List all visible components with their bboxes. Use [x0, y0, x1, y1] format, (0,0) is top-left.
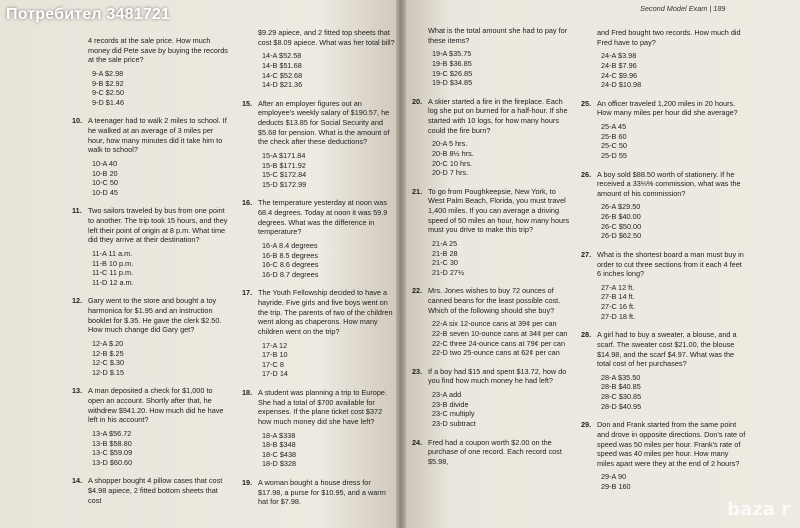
- answer-option: 10-B 20: [92, 168, 118, 178]
- answer-options: [601, 51, 747, 90]
- answer-option: 14-A $52.58: [262, 51, 302, 61]
- answer-option: 28-D $40.95: [601, 401, 642, 411]
- answer-option: 18-C $438: [262, 449, 297, 459]
- answer-option: 14-C $52.68: [262, 70, 303, 80]
- answer-options: [262, 241, 396, 280]
- question-text: Don and Frank started from the same point and drove in opposite directions. Don's rate of speed was 50 miles per hour. Frank's rate of speed was 40 miles per hour. How many miles apart were they at the end of 2 hours?: [597, 420, 746, 468]
- question-text: A man deposited a check for $1,000 to open an account. Shortly after that, he withdrew $941.20. How much did he have left in his account?: [88, 386, 224, 425]
- answer-option: 21-B 28: [432, 248, 458, 258]
- question-number: 20.: [412, 96, 423, 106]
- answer-option: 11-C 11 p.m.: [92, 268, 134, 278]
- question: [581, 330, 747, 411]
- answer-option: 27-A 12 ft.: [601, 282, 635, 292]
- answer-option: 29-B 160: [601, 482, 631, 491]
- answer-option: 26-A $29.50: [601, 202, 641, 212]
- question-number: 27.: [581, 249, 592, 259]
- answer-option: 18-B $348: [262, 440, 296, 450]
- answer-options: [432, 139, 570, 178]
- continued-question: [597, 28, 747, 90]
- answer-options: [432, 319, 570, 358]
- answer-option: 20-B 8½ hrs.: [432, 148, 474, 158]
- question-number: 18.: [242, 388, 253, 397]
- answer-options: [92, 339, 230, 378]
- page-header: Second Model Exam | 189: [640, 4, 726, 13]
- answer-options: [601, 283, 747, 322]
- answer-option: 18-D $328: [262, 459, 297, 469]
- answer-option: 9-C $2.50: [92, 88, 125, 98]
- answer-option: 15-B $171.92: [262, 160, 306, 170]
- question-text: A student was planning a trip to Europe. She had a total of $700 available for expenses. If the plane ticket cost $372 how much money did she have left?: [258, 388, 387, 426]
- continued-question: [88, 36, 230, 107]
- question-text: Fred had a coupon worth $2.00 on the purchase of one record. Each record cost $5.98,: [428, 437, 562, 466]
- answer-option: 15-C $172.84: [262, 170, 307, 180]
- question-number: 26.: [581, 169, 592, 179]
- answer-option: 22-C three 24-ounce cans at 79¢ per can: [432, 338, 566, 348]
- answer-option: 14-D $21.36: [262, 80, 303, 90]
- question-text: The temperature yesterday at noon was 68.4 degrees. Today at noon it was 59.9 degrees. What was the difference in temperature?: [258, 198, 388, 237]
- answer-option: 24-B $7.96: [601, 60, 637, 70]
- answer-options: [262, 51, 396, 90]
- answer-option: 11-A 11 a.m.: [92, 248, 133, 258]
- answer-option: 9-B $2.92: [92, 78, 124, 88]
- question-number: 25.: [581, 98, 592, 108]
- answer-option: 20-D 7 hrs.: [432, 168, 469, 178]
- answer-option: 21-D 27½: [432, 267, 465, 277]
- question-text: and Fred bought two records. How much did Fred have to pay?: [597, 28, 741, 47]
- answer-option: 15-A $171.84: [262, 150, 306, 160]
- answer-option: 12-A $.20: [92, 338, 124, 348]
- question: [72, 476, 230, 505]
- answer-option: 27-C 16 ft.: [601, 302, 636, 311]
- answer-option: 25-C 50: [601, 141, 627, 151]
- answer-options: [262, 341, 396, 380]
- question: [412, 286, 570, 358]
- book-spine: [396, 0, 406, 528]
- answer-options: [92, 69, 230, 108]
- answer-option: 28-B $40.85: [601, 382, 641, 392]
- question-number: 11.: [72, 206, 82, 216]
- column-1: [72, 36, 230, 514]
- answer-option: 22-A six 12-ounce cans at 39¢ per can: [432, 319, 557, 329]
- user-watermark: Потребител 3481721: [6, 6, 171, 23]
- answer-options: [92, 249, 230, 288]
- answer-option: 12-D $.15: [92, 367, 125, 377]
- question-text: 4 records at the sale price. How much money did Pete save by buying the records at the sale price?: [88, 36, 228, 65]
- answer-option: 16-C 8.6 degrees: [262, 260, 319, 270]
- answer-options: [92, 159, 230, 198]
- question: [242, 98, 396, 190]
- question-number: 15.: [242, 98, 253, 108]
- question-text: A woman bought a house dress for $17.98, a purse for $10.95, and a warm hat for $7.98.: [258, 478, 386, 507]
- answer-option: 17-B 10: [262, 350, 288, 360]
- answer-options: [601, 472, 747, 491]
- question-text: A shopper bought 4 pillow cases that cost $4.98 apiece, 2 fitted bottom sheets that cost: [88, 476, 223, 505]
- question: [412, 96, 570, 178]
- question-text: A girl had to buy a sweater, a blouse, and a scarf. The sweater cost $21.00, the blouse $14.98, and the scarf $4.97. What was the total cost of her purchases?: [597, 330, 737, 369]
- question-text: A skier started a fire in the fireplace. Each log she put on burned for a half-hour. If she started with 10 logs, for how many hours could the fire burn?: [428, 96, 568, 135]
- question-text: Two sailors traveled by bus from one point to another. The trip took 15 hours, and they left their point of origin at 8 p.m. What time did they arrive at their destination?: [88, 206, 228, 245]
- question: [581, 420, 747, 491]
- question-number: 19.: [242, 478, 253, 487]
- answer-options: [601, 373, 747, 412]
- question-text: If a boy had $15 and spent $13.72, how do you find how much money he had left?: [428, 366, 567, 386]
- question-number: 22.: [412, 286, 423, 296]
- answer-options: [92, 429, 230, 468]
- question-text: To go from Poughkeepsie, New York, to West Palm Beach, Florida, you must travel 1,400 miles. If you can average a driving speed of 50 miles an hour, how many hours must you drive to make this trip?: [428, 186, 570, 235]
- answer-option: 23-D subtract: [432, 418, 476, 428]
- answer-option: 20-C 10 hrs.: [432, 158, 473, 168]
- answer-option: 12-B $.25: [92, 348, 124, 358]
- question-number: 23.: [412, 366, 423, 376]
- question-number: 12.: [72, 296, 83, 306]
- question: [412, 437, 570, 467]
- answer-option: 23-B divide: [432, 399, 469, 409]
- question-text: After an employer figures out an employee's weekly salary of $190.57, he deducts $13.85 for Social Security and $5.68 for pension. What is the amount of the check after these deductions?: [258, 98, 390, 147]
- question-text: Gary went to the store and bought a toy harmonica for $1.95 and an instruction booklet for $.35. He gave the clerk $2.50. How much change did Gary get?: [88, 296, 222, 335]
- answer-option: 26-D $62.50: [601, 231, 642, 241]
- answer-option: 16-A 8.4 degrees: [262, 240, 318, 250]
- answer-option: 28-C $30.85: [601, 392, 642, 401]
- question-number: 17.: [242, 288, 253, 298]
- question-text: The Youth Fellowship decided to have a hayride. Five girls and five boys went on the trip. The parents of two of the children went along as chaperons. How many children went on the trip?: [258, 288, 393, 336]
- question-text: Mrs. Jones wishes to buy 72 ounces of canned beans for the least possible cost. Which of the following should she buy?: [428, 286, 561, 315]
- answer-option: 13-B $58.80: [92, 438, 132, 448]
- answer-option: 19-D $34.85: [432, 78, 473, 88]
- answer-option: 24-D $10.98: [601, 80, 642, 90]
- question: [72, 296, 230, 377]
- question-number: 16.: [242, 198, 253, 208]
- answer-option: 13-C $59.09: [92, 448, 133, 458]
- question-number: 13.: [72, 386, 83, 396]
- question-number: 14.: [72, 476, 83, 486]
- bazar-logo: baza r: [727, 499, 790, 520]
- question-text: $9.29 apiece, and 2 fitted top sheets that cost $8.09 apiece. What was her total bill?: [258, 28, 395, 47]
- answer-option: 13-A $56.72: [92, 428, 132, 438]
- question: [412, 186, 570, 278]
- answer-option: 23-C multiply: [432, 409, 475, 419]
- answer-option: 19-C $26.85: [432, 68, 473, 78]
- column-2: [242, 28, 396, 516]
- answer-option: 10-D 45: [92, 187, 118, 197]
- question: [581, 169, 747, 241]
- question: [581, 98, 747, 161]
- answer-option: 18-A $338: [262, 430, 296, 440]
- answer-option: 19-B $36.85: [432, 58, 472, 68]
- answer-option: 17-A 12: [262, 340, 288, 350]
- answer-option: 16-D 8.7 degrees: [262, 269, 319, 279]
- question: [242, 198, 396, 279]
- answer-option: 15-D $172.99: [262, 179, 307, 189]
- answer-option: 25-B 60: [601, 131, 627, 141]
- question-number: 21.: [412, 186, 423, 196]
- answer-option: 21-C 30: [432, 258, 458, 268]
- answer-option: 26-C $50.00: [601, 221, 642, 231]
- answer-options: [262, 431, 396, 470]
- answer-option: 17-D 14: [262, 369, 288, 379]
- answer-option: 24-A $3.98: [601, 51, 637, 61]
- answer-options: [601, 122, 747, 161]
- question-text: A teenager had to walk 2 miles to school. If he walked at an average of 3 miles per hour, how many minutes did it take him to walk to school?: [88, 116, 227, 155]
- answer-option: 11-B 10 p.m.: [92, 258, 134, 268]
- answer-option: 29-A 90: [601, 472, 627, 482]
- question-number: 28.: [581, 330, 592, 340]
- answer-option: 23-A add: [432, 390, 462, 399]
- answer-option: 24-C $9.96: [601, 70, 638, 80]
- answer-option: 19-A $35.75: [432, 49, 472, 59]
- answer-option: 27-D 18 ft.: [601, 311, 636, 321]
- answer-option: 25-D 55: [601, 150, 627, 160]
- column-3: [412, 26, 570, 475]
- question: [72, 116, 230, 197]
- answer-options: [601, 202, 747, 241]
- question: [242, 478, 396, 507]
- answer-options: [262, 151, 396, 190]
- question-number: 10.: [72, 116, 83, 126]
- answer-option: 9-D $1.46: [92, 97, 125, 107]
- question: [72, 386, 230, 467]
- answer-option: 10-C 50: [92, 178, 118, 188]
- answer-options: [432, 239, 570, 278]
- answer-option: 26-B $40.00: [601, 212, 641, 221]
- answer-option: 22-D two 25-ounce cans at 62¢ per can: [432, 348, 560, 358]
- question: [242, 288, 396, 379]
- answer-option: 11-D 12 a.m.: [92, 277, 134, 287]
- answer-option: 12-C $.30: [92, 358, 125, 368]
- column-4: [581, 28, 747, 501]
- answer-option: 10-A 40: [92, 158, 118, 168]
- question-text: What is the shortest board a man must buy in order to cut three sections from it each 4 feet 6 inches long?: [597, 249, 744, 279]
- answer-option: 9-A $2.98: [92, 68, 124, 78]
- answer-option: 27-B 14 ft.: [601, 292, 635, 302]
- answer-option: 17-C 8: [262, 359, 284, 369]
- question: [242, 388, 396, 469]
- question-text: An officer traveled 1,200 miles in 20 hours. How many miles per hour did she average?: [597, 98, 738, 118]
- question-text: What is the total amount she had to pay for these items?: [428, 26, 568, 45]
- question: [412, 366, 570, 429]
- answer-option: 22-B seven 10-ounce cans at 34¢ per can: [432, 328, 568, 338]
- answer-option: 16-B 8.5 degrees: [262, 250, 318, 260]
- answer-options: [432, 49, 570, 88]
- answer-option: 13-D $60.60: [92, 457, 133, 467]
- question-number: 24.: [412, 437, 423, 447]
- question: [581, 249, 747, 321]
- continued-question: [428, 26, 570, 88]
- question-text: A boy sold $88.50 worth of stationery. If he received a 33⅓% commission, what was the amount of his commission?: [597, 169, 741, 198]
- answer-option: 28-A $35.50: [601, 372, 641, 382]
- continued-question: [258, 28, 396, 90]
- answer-options: [432, 390, 570, 429]
- answer-option: 14-B $51.68: [262, 60, 302, 70]
- question: [72, 206, 230, 287]
- answer-option: 21-A 25: [432, 238, 458, 248]
- question-number: 29.: [581, 420, 592, 430]
- answer-option: 25-A 45: [601, 122, 627, 131]
- answer-option: 20-A 5 hrs.: [432, 139, 468, 149]
